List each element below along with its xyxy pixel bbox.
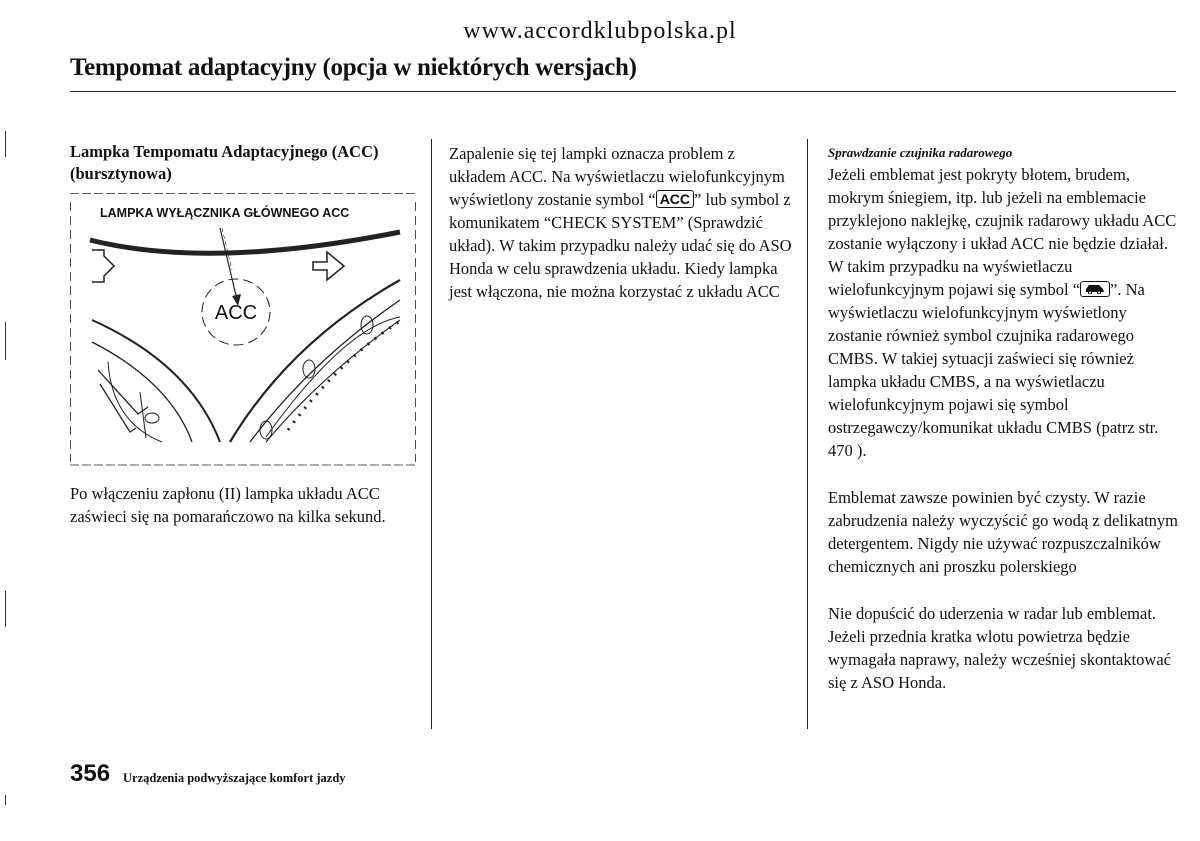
column-divider-left xyxy=(431,139,432,729)
acc-fault-paragraph xyxy=(449,142,794,303)
ignition-note: Po włączeniu zapłonu (II) lampka układu ACC zaświeci się na pomarańczowo na kilka sekund. xyxy=(70,484,386,526)
acc-indicator-text: ACC xyxy=(214,302,258,324)
radar-sensor-section xyxy=(828,145,1180,718)
radar-paragraph-2: Emblemat zawsze powinien być czysty. W razie zabrudzenia należy wyczyścić go wodą z delikatnym detergentem. Nigdy nie używać rozpuszczalników chemicznych ani proszku polerskiego xyxy=(828,488,1179,576)
footer-section-name: Urządzenia podwyższające komfort jazdy xyxy=(123,771,346,785)
acc-fault-text-before: Zapalenie się tej lampki oznacza problem z układem ACC. Na wyświetlaczu wielofunkcyjnym wyświetlony zostanie symbol “ xyxy=(449,144,785,209)
radar-paragraph-1 xyxy=(828,163,1180,462)
section-title-line1: Lampka Tempomatu Adaptacyjnego (ACC) xyxy=(70,142,379,161)
site-url: www.accordklubpolska.pl xyxy=(463,18,737,44)
acc-fault-text-after: ” lub symbol z komunikatem “CHECK SYSTEM” (Sprawdzić układ). W takim przypadku należy udać się do ASO Honda w celu sprawdzenia układu. Kiedy lampka jest włączona, nie można korzystać z układu ACC xyxy=(449,190,792,301)
column-divider-right xyxy=(807,139,808,729)
callout-label: LAMPKA WYŁĄCZNIKA GŁÓWNEGO ACC xyxy=(100,206,350,220)
radar-paragraph-3: Nie dopuścić do uderzenia w radar lub emblemat. Jeżeli przednia kratka wlotu powietrza będzie wymagała naprawy, należy wcześniej skontaktować się z ASO Honda. xyxy=(828,604,1171,692)
section-title xyxy=(70,141,415,185)
page-title: Tempomat adaptacyjny (opcja w niektórych wersjach) xyxy=(70,54,637,81)
radar-subheading: Sprawdzanie czujnika radarowego xyxy=(828,145,1013,160)
title-rule xyxy=(70,91,1176,92)
radar-p1-before: Jeżeli emblemat jest pokryty błotem, brudem, mokrym śniegiem, itp. lub jeżeli na emblemacie przyklejono naklejkę, czujnik radarowy układu ACC zostanie wyłączony i układ ACC nie będzie działał. W takim przypadku na wyświetlaczu wielofunkcyjnym pojawi się symbol “ xyxy=(828,165,1177,299)
acc-switch-illustration xyxy=(70,192,416,468)
section-title-line2: (bursztynowa) xyxy=(70,164,172,183)
radar-blocked-icon xyxy=(1080,281,1110,297)
page-number: 356 xyxy=(70,760,111,787)
radar-p1-after: ”. Na wyświetlaczu wielofunkcyjnym wyświetlony zostanie również symbol czujnika radarowego CMBS. W takiej sytuacji zaświeci się również lampka układu CMBS, a na wyświetlaczu wielofunkcyjnym pojawi się symbol ostrzegawczy/komunikat układu CMBS (patrz str. 470 ). xyxy=(828,280,1159,460)
acc-symbol-badge: ACC xyxy=(656,190,694,208)
